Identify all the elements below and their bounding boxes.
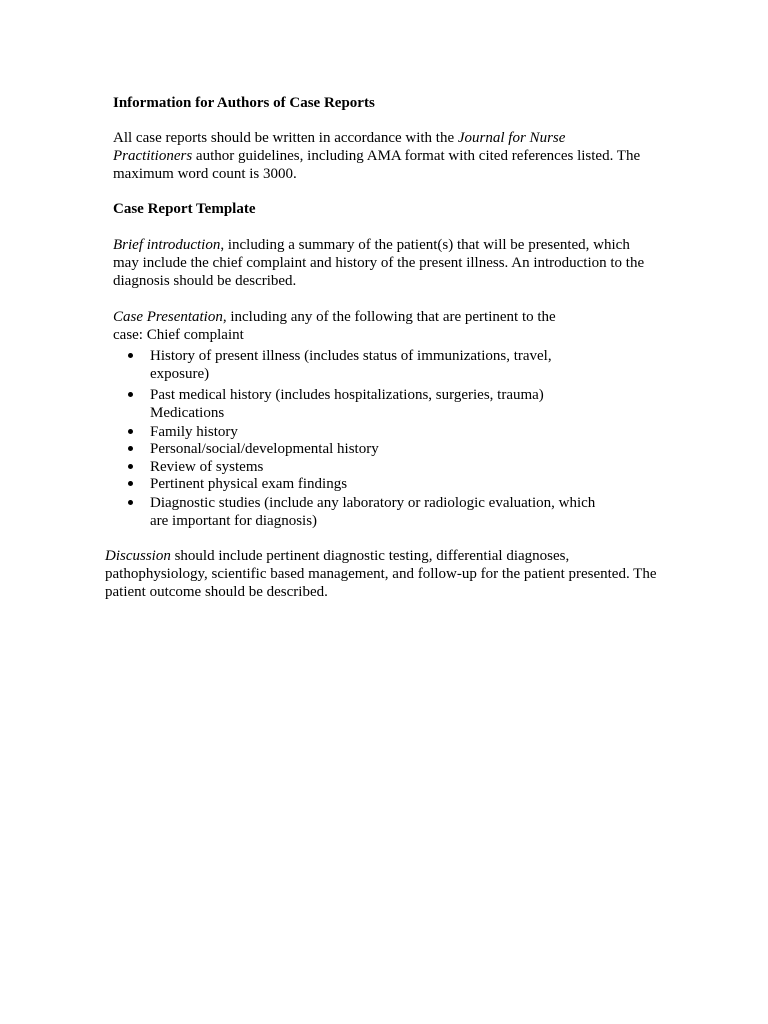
case-line-2: case: Chief complaint	[113, 327, 244, 343]
document-title	[113, 94, 375, 112]
discussion-line-1-text: should include pertinent diagnostic testing, differential diagnoses,	[170, 548, 570, 564]
document-title-text: Information for Authors of Case Reports	[113, 95, 375, 111]
brief-introduction-paragraph	[113, 236, 644, 290]
list-item-line: Diagnostic studies (include any laboratory or radiologic evaluation, which	[150, 495, 596, 511]
bullet-icon	[128, 481, 133, 486]
list-item	[150, 423, 238, 441]
brief-line-2: may include the chief complaint and history of the present illness. An introduction to the	[113, 255, 645, 271]
intro-line-1-text: All case reports should be written in accordance with the	[113, 130, 458, 146]
list-item	[150, 458, 263, 476]
list-item-line: History of present illness (includes status of immunizations, travel,	[150, 348, 552, 364]
list-item	[150, 347, 552, 383]
discussion-line-2: pathophysiology, scientific based management, and follow-up for the patient presented. The	[105, 566, 657, 582]
discussion-line-1	[105, 547, 657, 565]
list-item-line: Past medical history (includes hospitalizations, surgeries, trauma)	[150, 387, 544, 403]
case-line-1	[113, 308, 556, 326]
list-item-line: Family history	[150, 424, 238, 440]
bullet-icon	[128, 446, 133, 451]
intro-line-3: maximum word count is 3000.	[113, 166, 297, 182]
journal-name-part-1: Journal for Nurse	[457, 130, 566, 146]
case-presentation-paragraph	[113, 308, 556, 344]
brief-line-1	[113, 236, 644, 254]
bullet-icon	[128, 464, 133, 469]
list-item	[150, 386, 544, 422]
journal-name-part-2: Practitioners	[113, 148, 193, 164]
intro-paragraph	[113, 129, 640, 183]
intro-line-2-text: author guidelines, including AMA format with cited references listed. The	[192, 148, 641, 164]
list-item-line: exposure)	[150, 366, 210, 382]
brief-line-3: diagnosis should be described.	[113, 273, 297, 289]
list-item	[150, 475, 347, 493]
template-heading	[113, 200, 256, 218]
discussion-paragraph	[105, 547, 657, 601]
bullet-icon	[128, 392, 133, 397]
case-line-1-text: , including any of the following that are pertinent to the	[222, 309, 556, 325]
bullet-icon	[128, 500, 133, 505]
brief-introduction-label: Brief introduction	[113, 237, 221, 253]
intro-line-2	[113, 147, 640, 165]
list-item-line: Personal/social/developmental history	[150, 441, 379, 457]
list-item-line: Review of systems	[150, 459, 264, 475]
list-item-line: Medications	[150, 405, 225, 421]
discussion-label: Discussion	[105, 548, 171, 564]
bullet-icon	[128, 429, 133, 434]
case-presentation-label: Case Presentation	[113, 309, 223, 325]
list-item	[150, 494, 595, 530]
bullet-icon	[128, 353, 133, 358]
list-item	[150, 440, 379, 458]
list-item-line: Pertinent physical exam findings	[150, 476, 348, 492]
brief-line-1-text: , including a summary of the patient(s) that will be presented, which	[220, 237, 630, 253]
template-heading-text: Case Report Template	[113, 201, 256, 217]
discussion-line-3: patient outcome should be described.	[105, 584, 328, 600]
intro-line-1	[113, 129, 640, 147]
list-item-line: are important for diagnosis)	[150, 513, 318, 529]
